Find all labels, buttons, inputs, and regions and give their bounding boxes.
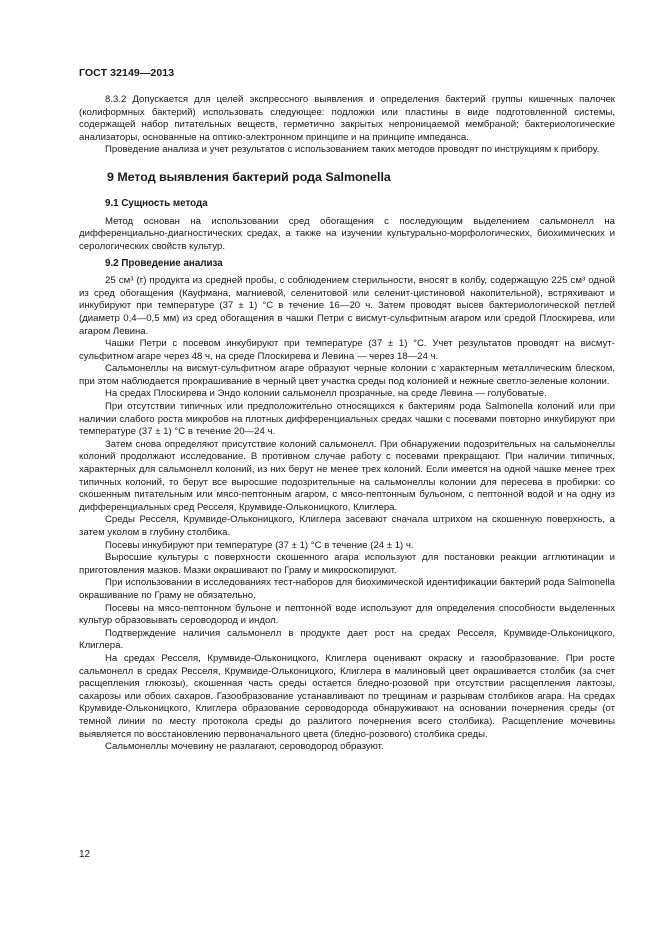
paragraph-9-2-11: Посевы на мясо-пептонном бульоне и пептонной воде используют для определения способности выделенных культур образовывать сероводород и индол. (79, 602, 615, 627)
paragraph-9-2-3: Сальмонеллы на висмут-сульфитном агаре образуют черные колонии с характерным металлическим блеском, при этом наблюдается прокрашивание в черный цвет участка среды под колонией и нежные светло-зеленые колонии. (79, 363, 615, 387)
document-body (79, 94, 615, 754)
paragraph-instructions: Проведение анализа и учет результатов с использованием таких методов проводят по инструкциям к прибору. (105, 144, 600, 156)
paragraph-9-2-6: Затем снова определяют присутствие колоний сальмонелл. При обнаружении подозрительных на сальмонеллы колоний продолжают исследование. В противном случае работу с посевами прекращают. При наличии типичных, характерных для сальмонелл колоний, из них берут не менее трех колоний. Если имеется на одной чашке менее трех типичных колоний, то берут все выросшие подозрительные на сальмонеллы колонии для пересева в пробирки: со скошенным питательным или мясо-пептонным агаром, с мясо-пептонным бульоном, с пептонной водой и на одну из дифференциальных сред Ресселя, Крумвиде-Ольконицкого, Клиглера. (79, 438, 615, 513)
paragraph-9-1: Метод основан на использовании сред обогащения с последующим выделением сальмонелл на дифференциально-диагностических средах, а также на изучении культурально-морфологических, биохимических и серологических свойств культур. (79, 215, 615, 252)
paragraph-9-2-5: При отсутствии типичных или предположительно относящихся к бактериям рода Salmonella колоний или при наличии слабого роста микробов на плотных дифференциальных средах чашки с посевами повторно инкубируют при температуре (37 ± 1) °С в течение 20—24 ч. (79, 401, 615, 438)
paragraph-9-2-2: Чашки Петри с посевом инкубируют при температуре (37 ± 1) °С. Учет результатов проводят на висмут-сульфитном агаре через 48 ч, на среде Плоскирева и Левина — через 18—24 ч. (79, 338, 615, 362)
paragraph-9-2-9: Выросшие культуры с поверхности скошенного агара используют для постановки реакции агглютинации и приготовления мазков. Мазки окрашивают по Граму и микроскопируют. (79, 552, 615, 576)
paragraph-8-3-2: 8.3.2 Допускается для целей экспрессного выявления и определения бактерий группы кишечных палочек (колиформных бактерий) использовать следующее: подложки или пластины в виде подготовленной системы, содержащей набор питательных веществ, герметично закрытых непроницаемой мембраной; бактериологические анализаторы, основанные на оптико-электронном принципе и на принципе импеданса. (79, 94, 615, 143)
paragraph-9-2-12: Подтверждение наличия сальмонелл в продукте дает рост на средах Ресселя, Крумвиде-Ольконицкого, Клиглера. (79, 627, 615, 652)
paragraph-9-2-14: Сальмонеллы мочевину не разлагают, сероводород образуют. (105, 741, 384, 753)
document-header: ГОСТ 32149—2013 (79, 67, 175, 79)
paragraph-9-2-4: На средах Плоскирева и Эндо колонии сальмонелл прозрачные, на среде Левина — голубоватые. (105, 388, 547, 400)
paragraph-9-2-10: При использовании в исследованиях тест-наборов для биохимической идентификации бактерий рода Salmonella окрашивание по Граму не обязательно. (79, 577, 615, 601)
subsection-9-1-title: 9.1 Сущность метода (105, 197, 208, 209)
paragraph-9-2-7: Среды Ресселя, Крумвиде-Ольконицкого, Клиглера засевают сначала штрихом на скошенную поверхность, а затем уколом в глубину столбика. (79, 514, 615, 538)
paragraph-9-2-1: 25 см³ (г) продукта из средней пробы, с соблюдением стерильности, вносят в колбу, содержащую 225 см³ одной из сред обогащения (Кауфмана, магниевой, селенитовой или селенит-цистиновой накопительной), встряхивают и инкубируют при температуре (37 ± 1) °С в течение 16—20 ч. Затем проводят высев бактериологической петлей (диаметр 0,4—0,5 мм) из сред обогащения в чашки Петри с висмут-сульфитным агаром или средой Плоскирева, или агаром Левина. (79, 275, 615, 337)
section-9-title: 9 Метод выявления бактерий рода Salmonella (107, 169, 391, 184)
paragraph-9-2-13: На средах Ресселя, Крумвиде-Ольконицкого, Клиглера оценивают окраску и газообразование. При росте сальмонелл в средах Ресселя, Крумвиде-Ольконицкого, Клиглера в малиновый цвет окрашивается столбик (за счет расщепления глюкозы), скошенная часть среды остается бледно-розовой при отсутствии расщепления лактозы, сахарозы или обоих сахаров. Газообразование устанавливают по трещинам и разрывам столбиков агара. На средах Крумвиде-Ольконицкого, Клиглера образование сероводорода обнаруживают на основании почернения среды (от темной линии по месту протокола среды до разлитого почернения всего столбика). Расщепление мочевины выявляется по восстановлению первоначального цвета (бледно-розового) столбика среды. (79, 652, 615, 740)
page-number: 12 (79, 849, 91, 860)
subsection-9-2-title: 9.2 Проведение анализа (105, 257, 223, 269)
paragraph-9-2-8: Посевы инкубируют при температуре (37 ± 1) °С в течение (24 ± 1) ч. (105, 539, 414, 551)
